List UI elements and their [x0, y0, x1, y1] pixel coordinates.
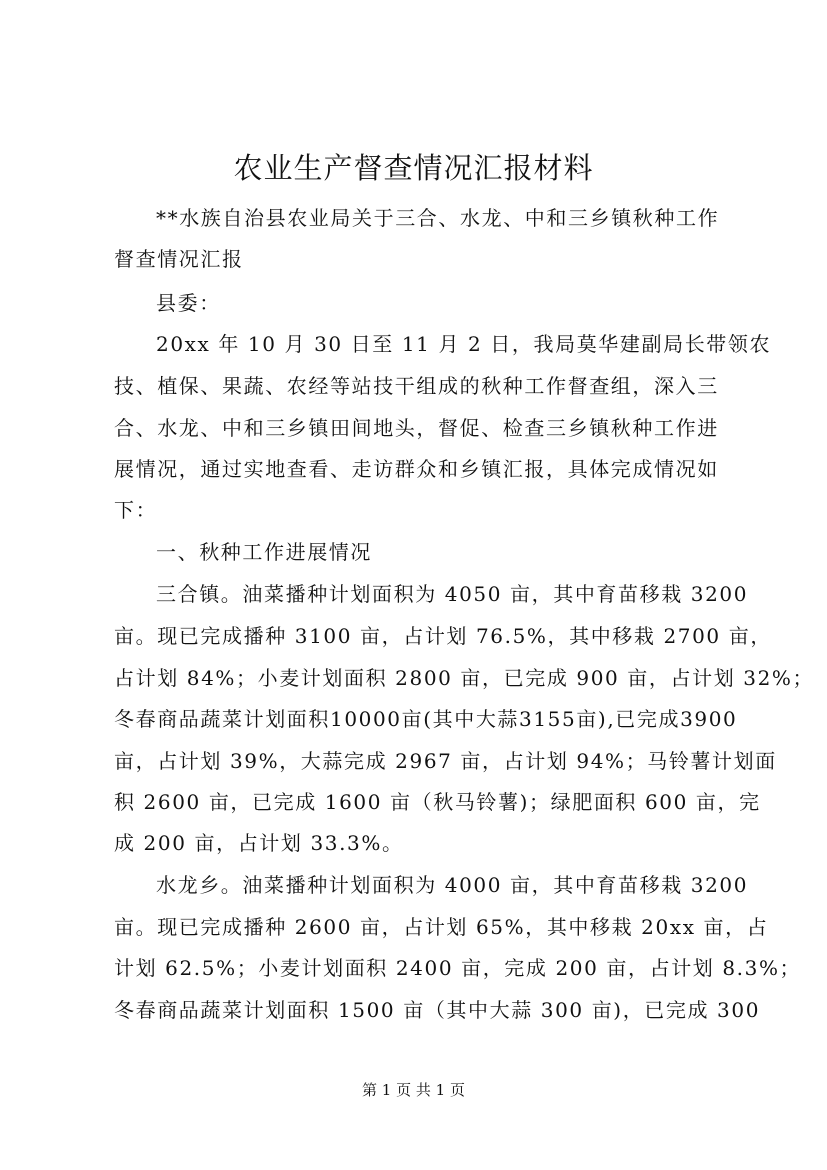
paragraph-line: 20xx 年 10 月 30 日至 11 月 2 日，我局莫华建副局长带领农: [156, 332, 772, 356]
paragraph-line: 合、水龙、中和三乡镇田间地头，督促、检查三乡镇秋种工作进: [114, 416, 719, 440]
paragraph-line: 下：: [114, 498, 158, 522]
subtitle-line: 督查情况汇报: [114, 247, 244, 271]
paragraph-line: 冬春商品蔬菜计划面积10000亩(其中大蒜3155亩),已完成3900: [114, 707, 738, 731]
document-title: 农业生产督查情况汇报材料: [233, 151, 594, 185]
paragraph-line: 成 200 亩，占计划 33.3%。: [114, 831, 404, 855]
salutation: 县委：: [156, 291, 221, 315]
subtitle-line: **水族自治县农业局关于三合、水龙、中和三乡镇秋种工作: [156, 206, 720, 230]
paragraph-line: 亩，占计划 39%，大蒜完成 2967 亩，占计划 94%；马铃薯计划面: [114, 749, 777, 773]
paragraph-line: 亩。现已完成播种 2600 亩，占计划 65%，其中移栽 20xx 亩，占: [114, 915, 769, 939]
paragraph-line: 占计划 84%；小麦计划面积 2800 亩，已完成 900 亩，占计划 32%；: [114, 666, 815, 690]
paragraph-line: 积 2600 亩，已完成 1600 亩（秋马铃薯)；绿肥面积 600 亩，完: [114, 790, 761, 814]
section-heading: 一、秋种工作进展情况: [156, 540, 372, 564]
paragraph-line: 冬春商品蔬菜计划面积 1500 亩（其中大蒜 300 亩)，已完成 300: [114, 998, 761, 1022]
paragraph-line: 技、植保、果蔬、农经等站技干组成的秋种工作督查组，深入三: [114, 374, 719, 398]
page-number-footer: 第 1 页 共 1 页: [362, 1081, 465, 1099]
paragraph-line: 展情况，通过实地查看、走访群众和乡镇汇报，具体完成情况如: [114, 457, 719, 481]
paragraph-line: 三合镇。油菜播种计划面积为 4050 亩，其中育苗移栽 3200: [156, 582, 749, 606]
paragraph-line: 计划 62.5%；小麦计划面积 2400 亩，完成 200 亩，占计划 8.3%；: [114, 956, 802, 980]
paragraph-line: 水龙乡。油菜播种计划面积为 4000 亩，其中育苗移栽 3200: [156, 873, 749, 897]
paragraph-line: 亩。现已完成播种 3100 亩，占计划 76.5%，其中移栽 2700 亩，: [114, 624, 772, 648]
